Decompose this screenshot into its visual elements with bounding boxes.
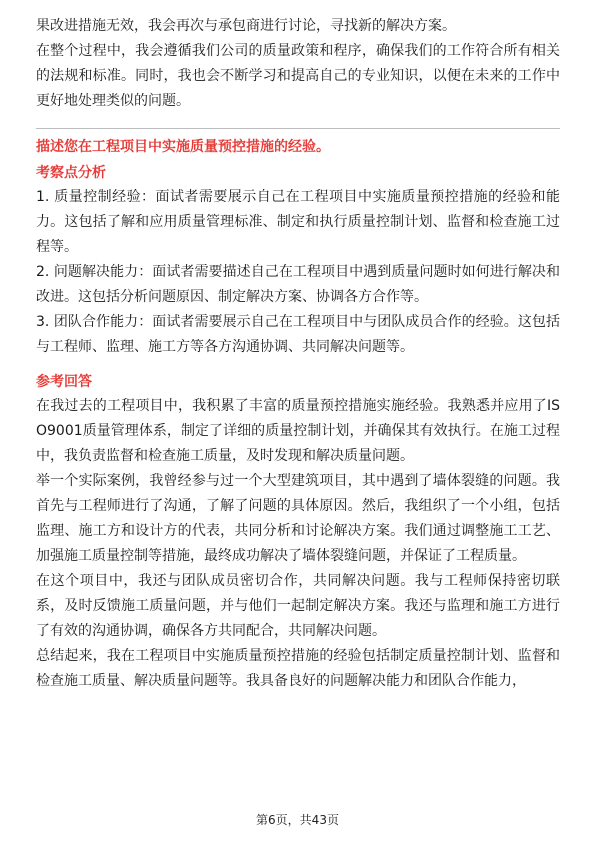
answer-paragraph: 在我过去的工程项目中，我积累了丰富的质量预控措施实施经验。我熟悉并应用了ISO9001质量管理体系，制定了详细的质量控制计划，并确保其有效执行。在施工过程中，我负责监督和检查施工质量，及时发现和解决质量问题。 (36, 398, 560, 464)
intro-paragraph: 果改进措施无效，我会再次与承包商进行讨论，寻找新的解决方案。 (36, 18, 456, 34)
analysis-item: 1. 质量控制经验：面试者需要展示自己在工程项目中实施质量预控措施的经验和能力。这包括了解和应用质量管理标准、制定和执行质量控制计划、监督和检查施工过程等。 (36, 189, 560, 255)
section-divider (36, 128, 560, 129)
question-title: 描述您在工程项目中实施质量预控措施的经验。 (36, 139, 330, 155)
analysis-item: 2. 问题解决能力：面试者需要描述自己在工程项目中遇到质量问题时如何进行解决和改进。这包括分析问题原因、制定解决方案、协调各方合作等。 (36, 264, 560, 305)
analysis-heading: 考察点分析 (36, 165, 106, 181)
answer-paragraph: 举一个实际案例，我曾经参与过一个大型建筑项目，其中遇到了墙体裂缝的问题。我首先与工程师进行了沟通，了解了问题的具体原因。然后，我组织了一个小组，包括监理、施工方和设计方的代表，共同分析和讨论解决方案。我们通过调整施工工艺、加强施工质量控制等措施，最终成功解决了墙体裂缝问题，并保证了工程质量。 (36, 473, 560, 564)
intro-paragraph: 在整个过程中，我会遵循我们公司的质量政策和程序，确保我们的工作符合所有相关的法规和标准。同时，我也会不断学习和提高自己的专业知识，以便在未来的工作中更好地处理类似的问题。 (36, 43, 560, 109)
answer-paragraph: 总结起来，我在工程项目中实施质量预控措施的经验包括制定质量控制计划、监督和检查施工质量、解决质量问题等。我具备良好的问题解决能力和团队合作能力， (36, 648, 560, 689)
answer-paragraph: 在这个项目中，我还与团队成员密切合作，共同解决问题。我与工程师保持密切联系，及时反馈施工质量问题，并与他们一起制定解决方案。我还与监理和施工方进行了有效的沟通协调，确保各方共同配合，共同解决问题。 (36, 573, 560, 639)
answer-heading: 参考回答 (36, 374, 92, 390)
page-number: 第6页，共43页 (256, 813, 339, 827)
analysis-item: 3. 团队合作能力：面试者需要展示自己在工程项目中与团队成员合作的经验。这包括与工程师、监理、施工方等各方沟通协调、共同解决问题等。 (36, 314, 560, 355)
document-page (36, 14, 560, 694)
